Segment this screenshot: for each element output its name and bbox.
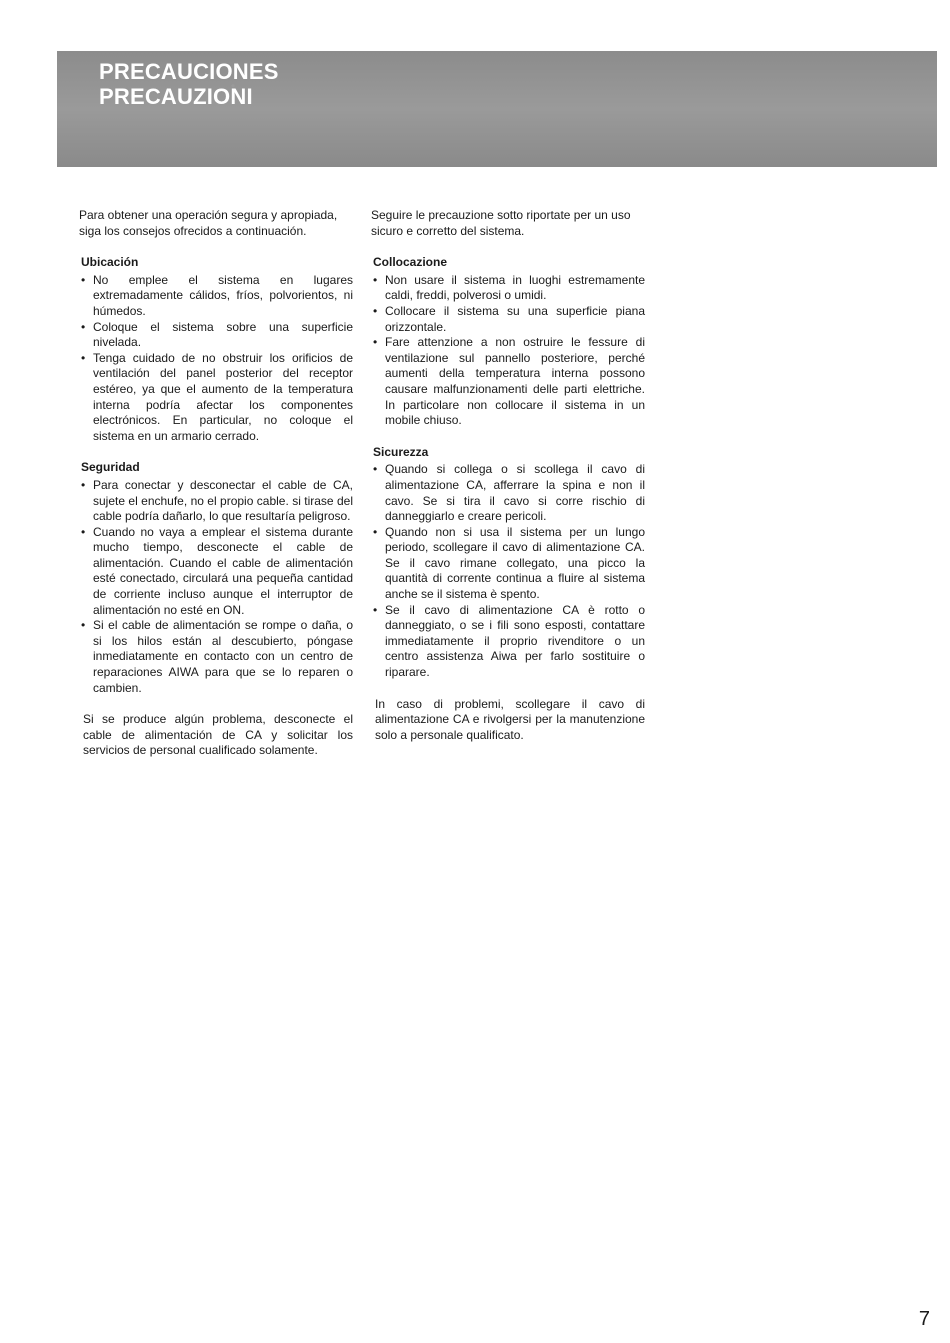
heading-collocazione: Collocazione xyxy=(373,255,448,270)
italian-intro: Seguire le precauzione sotto riportate per un uso sicuro e corretto del sistema. xyxy=(371,208,631,238)
list-item: • Tenga cuidado de no obstruir los orificios de ventilación del panel posterior del receptor estéreo, ya que el aumento de la temperatura interna podría afectar los componentes electrónicos. En particular, no coloque el sistema en un armario cerrado. xyxy=(79,351,353,445)
heading-ubicacion: Ubicación xyxy=(81,255,139,270)
list-item: • Para conectar y desconectar el cable de CA, sujete el enchufe, no el propio cable. si tirase del cable podría dañarlo, lo que resultaría peligroso. xyxy=(79,478,353,525)
page-number: 7 xyxy=(918,1308,930,1330)
list-sicurezza xyxy=(371,462,645,680)
list-item: • Quando non si usa il sistema per un lungo periodo, scollegare il cavo di alimentazione CA. Se il cavo rimane collegato, una picco la quantità di corrente continua a fluire al sistema anche se il sistema è spento. xyxy=(371,525,645,603)
spanish-closing: Si se produce algún problema, desconecte el cable de alimentación de CA y solicitar los servicios de personal cualificado solamente. xyxy=(83,712,353,758)
list-item: • Fare attenzione a non ostruire le fessure di ventilazione sul pannello posteriore, perché aumenti della temperatura interna possono causare malfunzionamenti delle parti elettriche. In particolare non collocare il sistema in un mobile chiuso. xyxy=(371,335,645,429)
list-seguridad xyxy=(79,478,353,696)
spanish-intro: Para obtener una operación segura y apropiada, siga los consejos ofrecidos a continuación. xyxy=(79,208,338,238)
list-collocazione xyxy=(371,273,645,429)
header-band xyxy=(57,51,937,167)
list-ubicacion xyxy=(79,273,353,445)
italian-closing: In caso di problemi, scollegare il cavo di alimentazione CA e rivolgersi per la manutenzione solo a personale qualificato. xyxy=(375,696,645,742)
list-item: • Coloque el sistema sobre una superficie nivelada. xyxy=(79,320,353,351)
list-item: • No emplee el sistema en lugares extremadamente cálidos, fríos, polvorientos, ni húmedos. xyxy=(79,273,353,320)
list-item: • Cuando no vaya a emplear el sistema durante mucho tiempo, desconecte el cable de alimentación. Cuando el cable de alimentación esté conectado, circulará una pequeña cantidad de corriente incluso aunque el interruptor de alimentación no esté en ON. xyxy=(79,525,353,619)
heading-sicurezza: Sicurezza xyxy=(373,444,429,459)
italian-column xyxy=(371,208,645,743)
list-item: • Collocare il sistema su una superficie piana orizzontale. xyxy=(371,304,645,335)
spanish-column xyxy=(79,208,353,759)
list-item: • Quando si collega o si scollega il cavo di alimentazione CA, afferrare la spina e non il cavo. Se si tira il cavo si corre rischio di danneggiarlo e creare pericoli. xyxy=(371,462,645,524)
heading-seguridad: Seguridad xyxy=(81,460,140,475)
list-item: • Si el cable de alimentación se rompe o daña, o si los hilos están al descubierto, póngase inmediatamente en contacto con un centro de reparaciones AIWA para que se lo reparen o cambien. xyxy=(79,618,353,696)
page-title: PRECAUCIONES PRECAUZIONI xyxy=(99,59,279,109)
list-item: • Se il cavo di alimentazione CA è rotto o danneggiato, o se i fili sono esposti, contattare immediatamente il proprio rivenditore o un centro assistenza Aiwa per farlo sostituire o riparare. xyxy=(371,603,645,681)
list-item: • Non usare il sistema in luoghi estremamente caldi, freddi, polverosi o umidi. xyxy=(371,273,645,304)
